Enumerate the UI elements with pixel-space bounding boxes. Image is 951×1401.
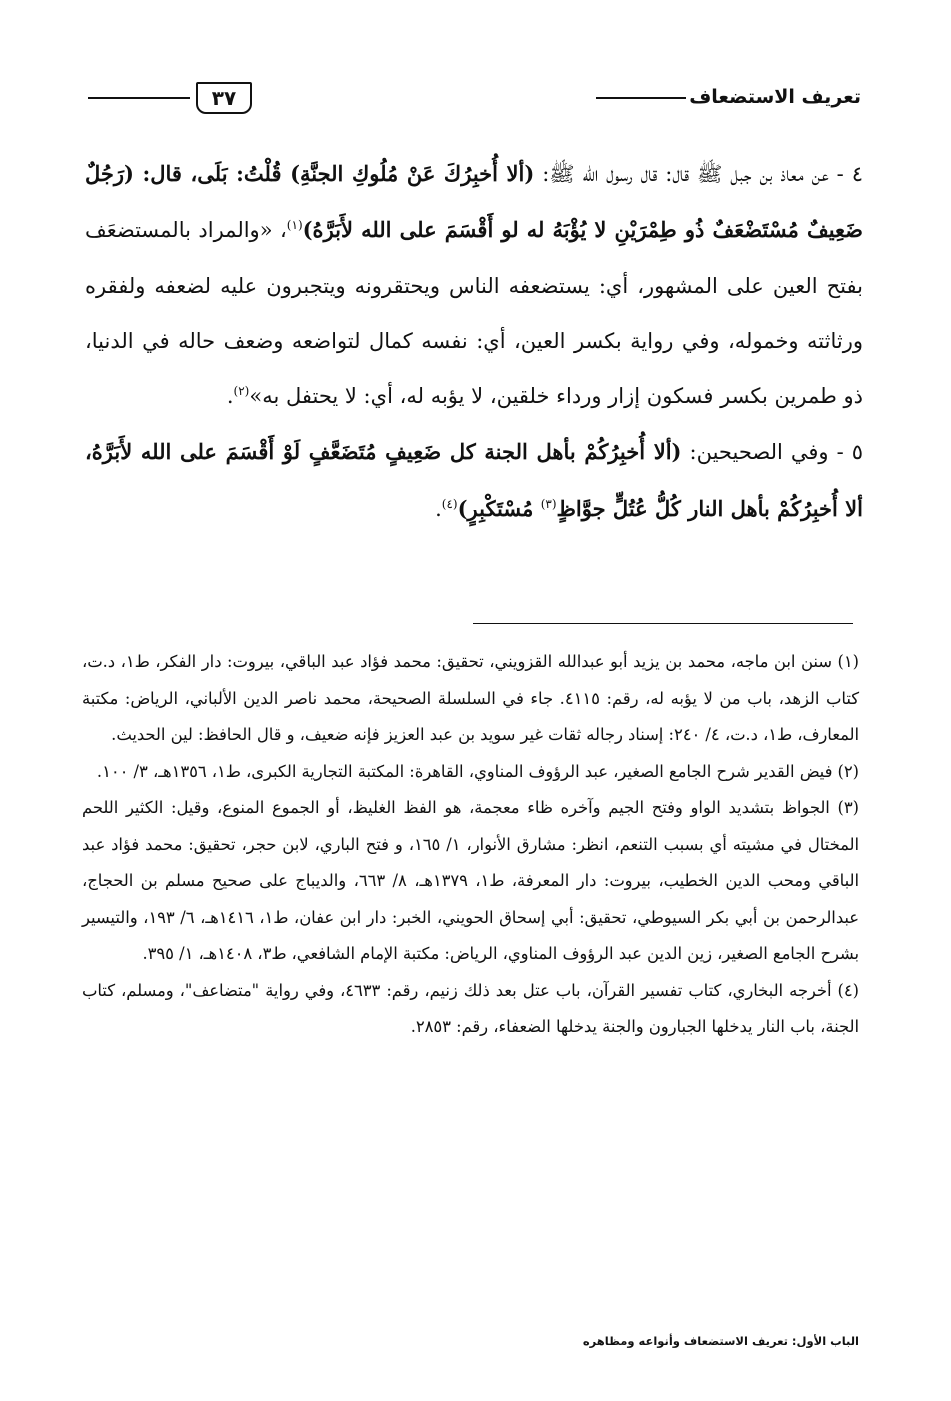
header-rule-right bbox=[596, 97, 686, 99]
commentary-text: ، «والمراد بالمستضعَف بفتح العين على المشهور، أي: يستضعفه الناس ويحتقرونه ويتجبرون عليه لضعفه ولفقره ورثاثته وخموله، وفي رواية بكسر العين، أي: نفسه كمال لتواضعه وضعف حاله في الدنيا، ذو طمرين بكسر فسكون إزار ورداء خلقين، لا يؤبه له، أي: لا يحتفل به» bbox=[85, 218, 863, 409]
main-text bbox=[85, 146, 863, 537]
paragraph-end: . bbox=[435, 496, 442, 521]
paragraph-intro: ٤ - عن معاذ بن جبل ﷺ قال: قال رسول الله ﷺ: bbox=[534, 162, 863, 186]
page-header bbox=[88, 82, 861, 122]
hadith-text: (ألا أُخبِرُكُمْ بأهل الجنة كل ضَعِيفٍ مُتَضَعَّفٍ لَوْ أَقْسَمَ على الله لأَبَرَّهُ، ألا أُخبِرُكُمْ بأهل النار كُلُّ عُتُلٍّ جوَّاظٍ bbox=[85, 439, 863, 521]
header-rule-left bbox=[88, 97, 190, 99]
paragraph-intro: ٥ - وفي الصحيحين: bbox=[681, 440, 863, 465]
page-number: ٣٧ bbox=[196, 82, 252, 114]
hadith-text-end: مُسْتَكْبِرٍ) bbox=[457, 495, 541, 521]
footnote-marker: (٢) bbox=[233, 384, 250, 399]
footnote-4: (٤) أخرجه البخاري، كتاب تفسير القرآن، باب عتل بعد ذلك زنيم، رقم: ٤٦٣٣، وفي رواية "متضاعف"، ومسلم، كتاب الجنة، باب النار يدخلها الجبارون والجنة يدخلها الضعفاء، رقم: ٢٨٥٣. bbox=[82, 980, 859, 1036]
footnote-separator bbox=[473, 623, 853, 624]
footnote-marker: (٣) bbox=[540, 496, 557, 511]
paragraph-end: . bbox=[226, 384, 234, 409]
footnote-3: (٣) الجواظ بتشديد الواو وفتح الجيم وآخره ظاء معجمة، هو الفظ الغليظ، أو الجموع المنوع، وقيل: الكثير اللحم المختال في مشيته أي بسبب التنعم، انظر: مشارق الأنوار، ١/ ١٦٥، و فتح الباري، لابن حجر، تحقيق: محمد فؤاد عبد الباقي ومحب الدين الخطيب، بيروت: دار المعرفة، ط١، ١٣٧٩هـ، ٨/ ٦٦٣، والديباج على صحيح مسلم بن الحجاج، عبدالرحمن بن أبي بكر السيوطي، تحقيق: أبي إسحاق الحويني، الخبر: دار ابن عفان، ط١، ١٤١٦هـ، ٦/ ١٩٣، والتيسير بشرح الجامع الصغير، زين الدين عبد الرؤوف المناوي، الرياض: مكتبة الإمام الشافعي، ط٣، ١٤٠٨هـ، ١/ ٣٩٥. bbox=[82, 798, 859, 963]
footnote-marker: (٤) bbox=[441, 496, 458, 511]
chapter-title: تعريف الاستضعاف bbox=[689, 86, 861, 108]
hadith-text: (ألا أُخبِرُكَ عَنْ مُلُوكِ الجنَّةِ) قُلْتُ: بَلَى، قال: (رَجُلٌ ضَعِيفٌ مُسْتَضْعَفٌ ذُو طِمْرَيْنِ لا يُؤْبَهُ له لو أَقْسَمَ على الله لأَبَرَّهُ) bbox=[85, 161, 863, 243]
paragraph-hadith-5 bbox=[85, 424, 863, 537]
running-footer: الباب الأول: تعريف الاستضعاف وأنواعه ومظاهره bbox=[582, 1334, 859, 1348]
paragraph-hadith-4 bbox=[85, 146, 863, 424]
footnote-1: (١) سنن ابن ماجه، محمد بن يزيد أبو عبدالله القزويني، تحقيق: محمد فؤاد عبد الباقي، بيروت: دار الفكر، ط١، د.ت، كتاب الزهد، باب من لا يؤبه له، رقم: ٤١١٥. جاء في السلسلة الصحيحة، محمد ناصر الدين الألباني، الرياض: مكتبة المعارف، ط١، د.ت، ٤/ ٢٤٠: إسناد رجاله ثقات غير سويد بن عبد العزيز فإنه ضعيف، و قال الحافظ: لين الحديث. bbox=[82, 652, 859, 744]
footnote-2: (٢) فيض القدير شرح الجامع الصغير، عبد الرؤوف المناوي، القاهرة: المكتبة التجارية الكبرى، ط١، ١٣٥٦هـ، ٣/ ١٠٠. bbox=[96, 761, 859, 781]
footnotes bbox=[82, 644, 859, 1046]
footnote-marker: (١) bbox=[286, 218, 303, 233]
